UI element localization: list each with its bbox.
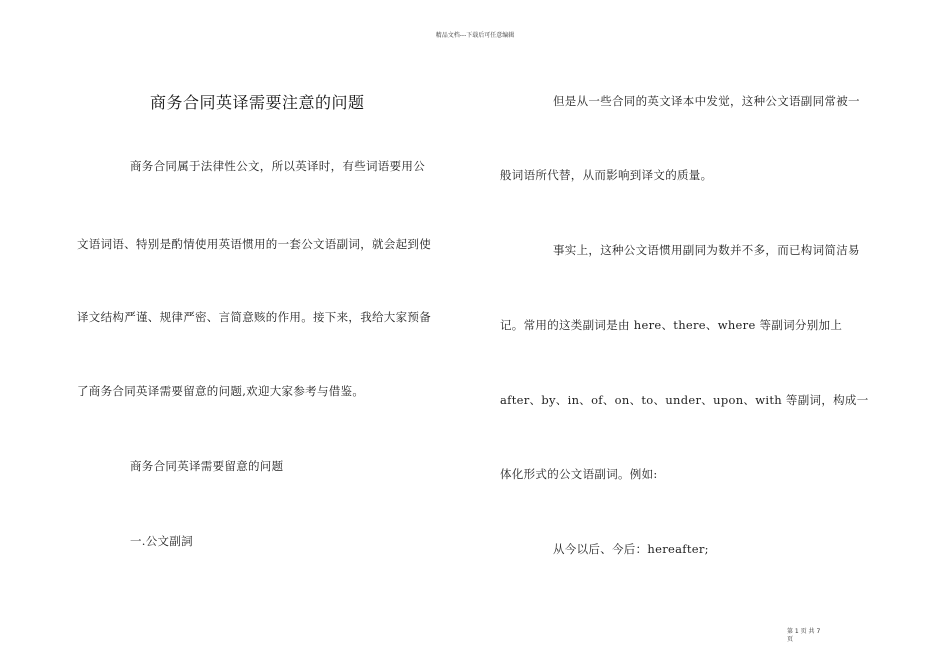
page-number-line: 页 [787, 636, 794, 643]
paragraph-line: 体化形式的公文语副词。例如: [500, 467, 658, 481]
paragraph-line: 了商务合同英译需要留意的问题,欢迎大家参考与借鉴。 [77, 384, 365, 398]
paragraph-line: 般词语所代替，从而影响到译文的质量。 [500, 168, 713, 182]
example-line: 从今以后、今后：hereafter; [553, 542, 709, 556]
subsection-heading: 一.公文副詞 [130, 534, 193, 548]
paragraph-line: 但是从一些合同的英文译本中发觉，这种公文语副同常被一 [553, 94, 860, 108]
paragraph-line: 商务合同属于法律性公文，所以英译时，有些词语要用公 [130, 159, 425, 173]
paragraph-line: 译文结构严谨、规律严密、言简意赅的作用。接下来，我给大家预备 [77, 310, 431, 324]
paragraph-line: after、by、in、of、on、to、under、upon、with 等副词，构成一 [500, 393, 869, 407]
document-title: 商务合同英译需要注意的问题 [150, 93, 365, 112]
page-header: 精品文档---下载后可任意编辑 [435, 32, 515, 39]
paragraph-line: 文语词语、特别是酌情使用英语惯用的一套公文语副词，就会起到使 [77, 237, 431, 251]
page-footer [787, 628, 820, 644]
paragraph-line: 事实上，这种公文语惯用副同为数并不多，而已构词简洁易 [553, 243, 860, 257]
section-heading: 商务合同英译需要留意的问题 [130, 459, 284, 473]
paragraph-line: 记。常用的这类副词是由 here、there、where 等副词分别加上 [500, 318, 843, 332]
page-number-line: 第 1 页 共 7 [787, 628, 821, 635]
